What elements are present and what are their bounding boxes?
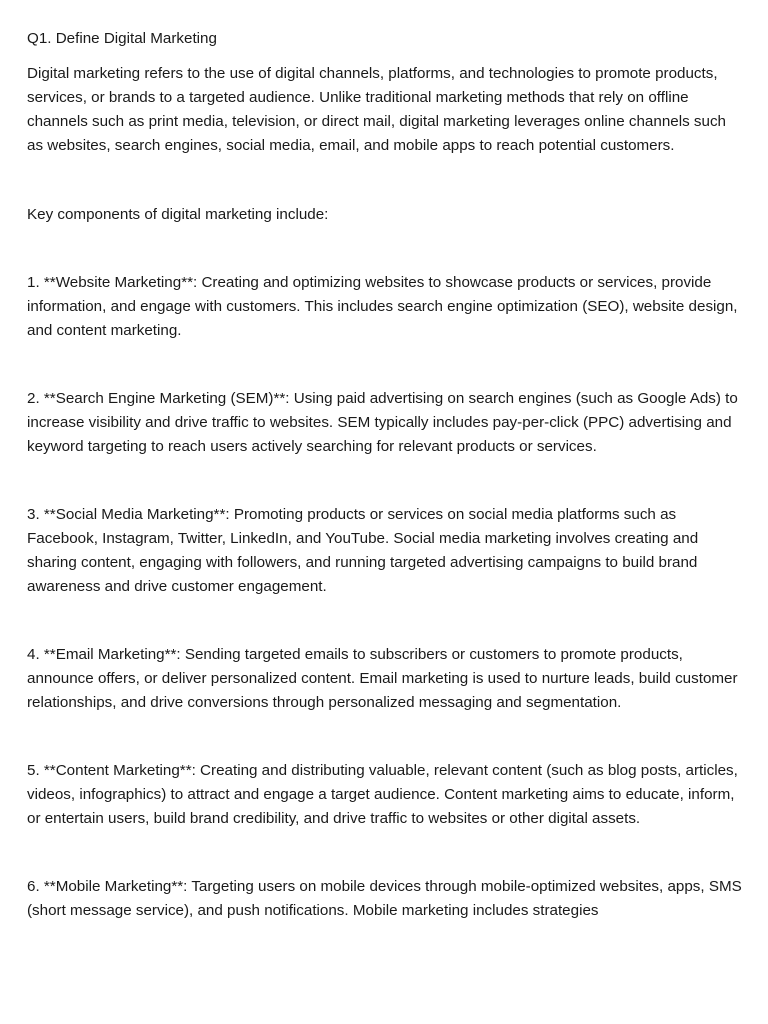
list-item-email-marketing: 4. **Email Marketing**: Sending targeted emails to subscribers or customers to promote products, announce offers, or deliver personalized content. Email marketing is used to nurture leads, build customer relationships, and drive conversions through personalized messaging and segmentation. — [27, 646, 738, 711]
list-item-website-marketing: 1. **Website Marketing**: Creating and optimizing websites to showcase products or services, provide information, and engage with customers. This includes search engine optimization (SEO), website design, and content marketing. — [27, 274, 738, 339]
key-components-heading: Key components of digital marketing include: — [27, 206, 329, 223]
intro-paragraph: Digital marketing refers to the use of digital channels, platforms, and technologies to promote products, services, or brands to a targeted audience. Unlike traditional marketing methods that rely on offline channels such as print media, television, or direct mail, digital marketing leverages online channels such as websites, search engines, social media, email, and mobile apps to reach potential customers. — [27, 65, 726, 154]
question-title: Q1. Define Digital Marketing — [27, 30, 217, 47]
list-item-search-engine-marketing: 2. **Search Engine Marketing (SEM)**: Using paid advertising on search engines (such as Google Ads) to increase visibility and drive traffic to websites. SEM typically includes pay-per-click (PPC) advertising and keyword targeting to reach users actively searching for relevant products or services. — [27, 390, 738, 455]
list-item-social-media-marketing: 3. **Social Media Marketing**: Promoting products or services on social media platforms such as Facebook, Instagram, Twitter, LinkedIn, and YouTube. Social media marketing involves creating and sharing content, engaging with followers, and running targeted advertising campaigns to build brand awareness and drive customer engagement. — [27, 506, 699, 595]
document-page — [27, 27, 743, 967]
list-item-mobile-marketing: 6. **Mobile Marketing**: Targeting users on mobile devices through mobile-optimized websites, apps, SMS (short message service), and push notifications. Mobile marketing includes strategies — [27, 878, 742, 919]
list-item-content-marketing: 5. **Content Marketing**: Creating and distributing valuable, relevant content (such as blog posts, articles, videos, infographics) to attract and engage a target audience. Content marketing aims to educate, inform, or entertain users, build brand credibility, and drive traffic to websites or other digital assets. — [27, 762, 738, 827]
